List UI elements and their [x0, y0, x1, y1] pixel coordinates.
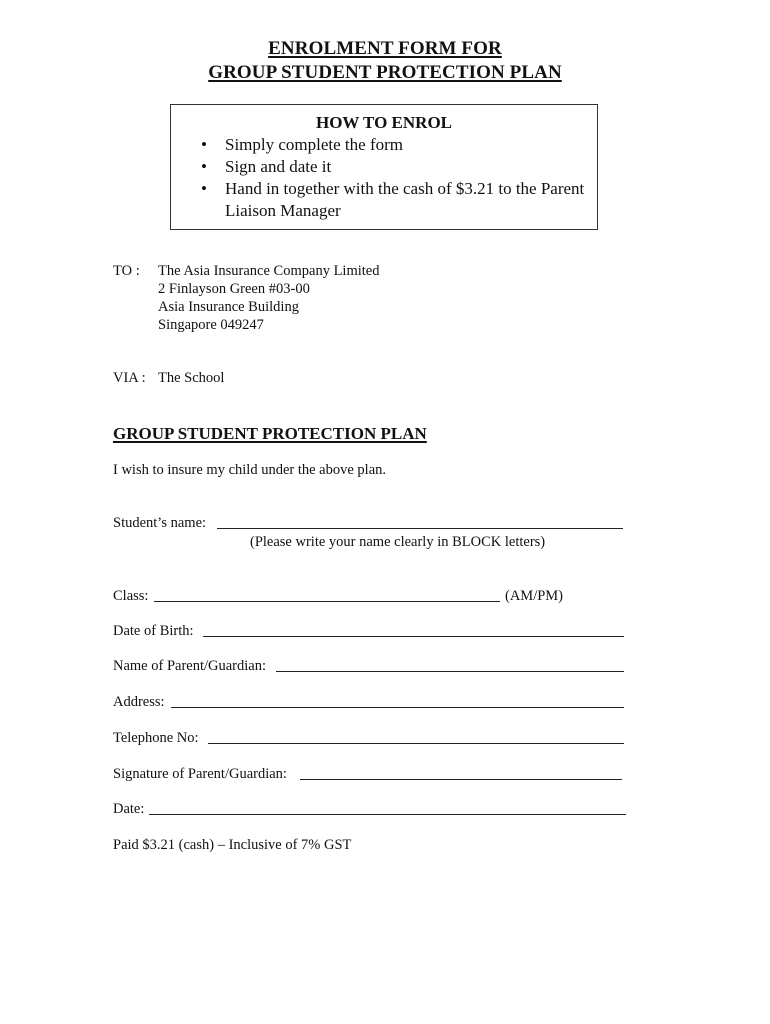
plan-heading: GROUP STUDENT PROTECTION PLAN: [113, 424, 427, 443]
address-label: Address:: [113, 694, 165, 710]
telephone-input-line[interactable]: [208, 743, 624, 744]
parent-name-label: Name of Parent/Guardian:: [113, 658, 267, 674]
address-line: 2 Finlayson Green #03-00: [158, 281, 310, 297]
address-line: Asia Insurance Building: [158, 299, 299, 315]
student-name-hint: (Please write your name clearly in BLOCK letters): [250, 534, 546, 550]
list-item: [201, 134, 591, 156]
date-label: Date:: [113, 801, 145, 817]
bullet-icon: •: [201, 179, 207, 198]
to-label: TO :: [113, 263, 140, 279]
how-to-enrol-heading: HOW TO ENROL: [315, 113, 453, 132]
how-to-enrol-list: [201, 134, 591, 222]
address-field[interactable]: [113, 693, 625, 711]
date-field[interactable]: [113, 800, 627, 818]
list-item-text: Sign and date it: [225, 157, 332, 176]
student-name-input-line[interactable]: [217, 528, 623, 529]
address-line: Singapore 049247: [158, 317, 264, 333]
parent-name-field[interactable]: [113, 657, 625, 675]
list-item: [201, 156, 591, 178]
student-name-field[interactable]: [113, 514, 625, 532]
form-title-line-2: GROUP STUDENT PROTECTION PLAN: [208, 62, 562, 83]
signature-label: Signature of Parent/Guardian:: [113, 766, 287, 782]
payment-note: Paid $3.21 (cash) – Inclusive of 7% GST: [113, 837, 352, 853]
signature-input-line[interactable]: [300, 779, 622, 780]
date-of-birth-field[interactable]: [113, 622, 625, 640]
telephone-field[interactable]: [113, 729, 625, 747]
student-name-label: Student’s name:: [113, 515, 207, 531]
list-item: [201, 178, 591, 222]
telephone-label: Telephone No:: [113, 730, 199, 746]
address-input-line[interactable]: [171, 707, 624, 708]
date-input-line[interactable]: [149, 814, 626, 815]
class-field[interactable]: [113, 587, 573, 605]
signature-field[interactable]: [113, 765, 625, 783]
date-of-birth-input-line[interactable]: [203, 636, 624, 637]
class-label: Class:: [113, 588, 149, 604]
form-title-line-1: ENROLMENT FORM FOR: [268, 38, 502, 59]
recipient-address: [158, 262, 379, 334]
via-value: The School: [158, 370, 225, 386]
list-item-text: Simply complete the form: [225, 135, 403, 154]
bullet-icon: •: [201, 157, 207, 176]
address-line: The Asia Insurance Company Limited: [158, 263, 380, 279]
class-suffix: (AM/PM): [505, 588, 564, 604]
via-label: VIA :: [113, 370, 146, 386]
bullet-icon: •: [201, 135, 207, 154]
parent-name-input-line[interactable]: [276, 671, 624, 672]
how-to-enrol-box: [170, 104, 598, 230]
class-input-line[interactable]: [154, 601, 500, 602]
date-of-birth-label: Date of Birth:: [113, 623, 194, 639]
list-item-text: Hand in together with the cash of $3.21 to the Parent Liaison Manager: [225, 179, 585, 220]
plan-statement: I wish to insure my child under the above plan.: [113, 462, 387, 478]
